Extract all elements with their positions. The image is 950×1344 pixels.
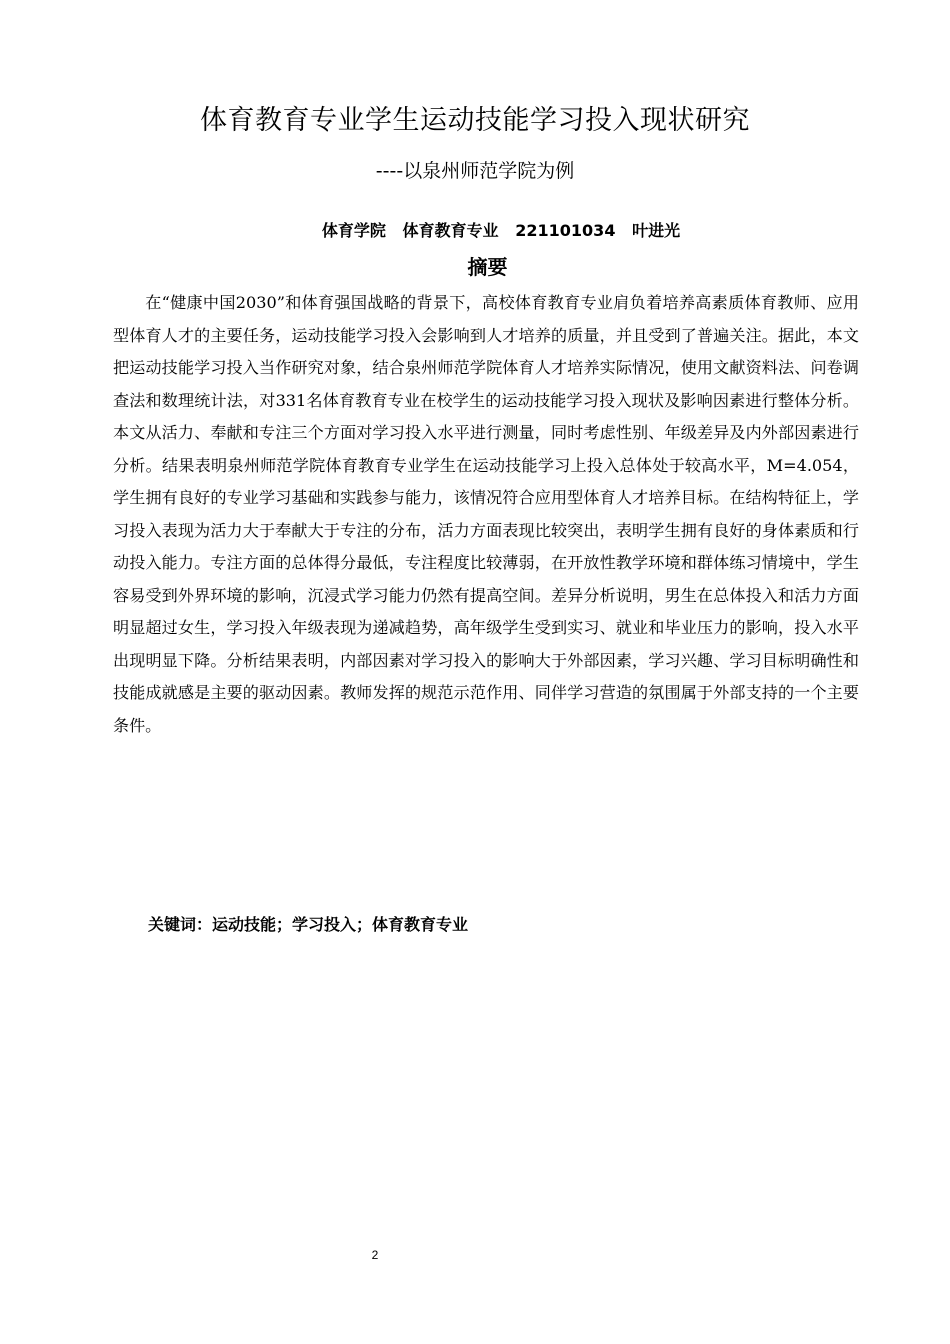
document-subtitle: ----以泉州师范学院为例 <box>375 160 575 182</box>
page-number: 2 <box>371 1248 379 1262</box>
author-line: 体育学院 体育教育专业 221101034 叶进光 <box>321 221 681 240</box>
abstract-heading: 摘要 <box>467 255 508 279</box>
document-title: 体育教育专业学生运动技能学习投入现状研究 <box>200 105 750 136</box>
keywords-line: 关键词：运动技能；学习投入；体育教育专业 <box>148 915 469 934</box>
abstract-body: 在“健康中国2030”和体育强国战略的背景下，高校体育教育专业肩负着培养高素质体育教师、应用型体育人才的主要任务，运动技能学习投入会影响到人才培养的质量，并且受到了普遍关注。据此，本文把运动技能学习投入当作研究对象，结合泉州师范学院体育人才培养实际情况，使用文献资料法、问卷调查法和数理统计法，对331名体育教育专业在校学生的运动技能学习投入现状及影响因素进行整体分析。本文从活力、奉献和专注三个方面对学习投入水平进行测量，同时考虑性别、年级差异及内外部因素进行分析。结果表明泉州师范学院体育教育专业学生在运动技能学习上投入总体处于较高水平，M=4.054，学生拥有良好的专业学习基础和实践参与能力，该情况符合应用型体育人才培养目标。在结构特征上，学习投入表现为活力大于奉献大于专注的分布，活力方面表现比较突出，表明学生拥有良好的身体素质和行动投入能力。专注方面的总体得分最低，专注程度比较薄弱，在开放性教学环境和群体练习情境中，学生容易受到外界环境的影响，沉浸式学习能力仍然有提高空间。差异分析说明，男生在总体投入和活力方面明显超过女生，学习投入年级表现为递减趋势，高年级学生受到实习、就业和毕业压力的影响，投入水平出现明显下降。分析结果表明，内部因素对学习投入的影响大于外部因素，学习兴趣、学习目标明确性和技能成就感是主要的驱动因素。教师发挥的规范示范作用、同伴学习营造的氛围属于外部支持的一个主要条件。 <box>113 293 859 735</box>
